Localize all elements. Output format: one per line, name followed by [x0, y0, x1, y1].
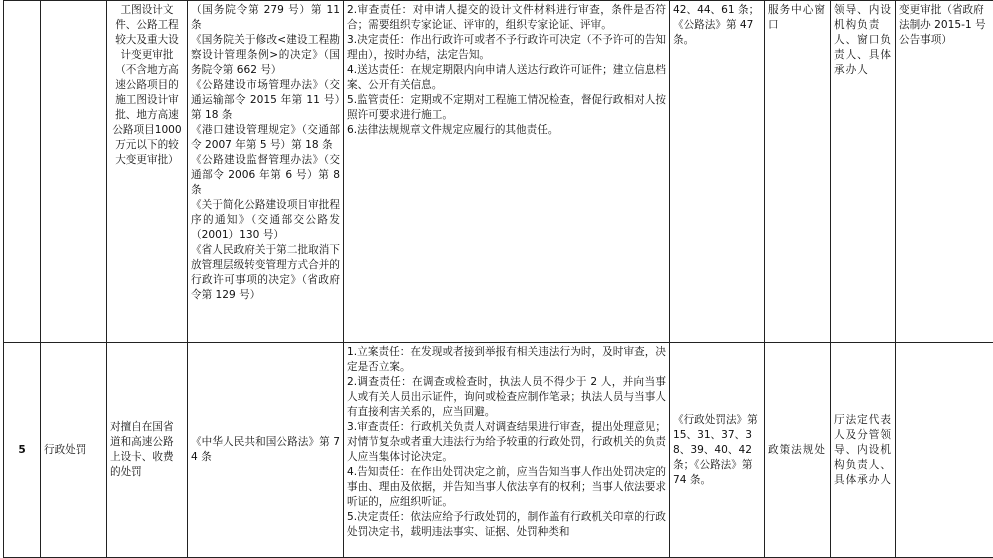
row-number-cell: 5: [4, 343, 41, 558]
remarks-cell: 变更审批（省政府法制办 2015-1 号公告事项）: [896, 1, 993, 343]
law-articles-cell: 《行政处罚法》第 15、31、37、38、39、40、42 条；《公路法》第 74 条。: [670, 343, 765, 558]
table-row: [4, 1, 993, 343]
basis-line: 《公路建设监督管理办法》（交通部令 2006 年第 6 号）第 8 条: [191, 153, 340, 198]
basis-line: 《省人民政府关于第二批取消下放管理层级转变管理方式合并的行政许可事项的决定》（省政府令第 129 号）: [191, 243, 340, 303]
row-number-cell: [4, 1, 41, 343]
item-name-cell: 对擅自在国省道和高速公路上设卡、收费的处罚: [107, 343, 188, 558]
basis-line: 《关于简化公路建设项目审批程序的通知》（交通部交公路发（2001）130 号）: [191, 198, 340, 243]
responsibility-item: 3.审查责任：行政机关负责人对调查结果进行审查，提出处理意见；对情节复杂或者重大违法行为给予较重的行政处罚，行政机关的负责人应当集体讨论决定。: [347, 420, 666, 465]
responsibility-table: [3, 0, 993, 558]
responsibility-item: 3.决定责任：作出行政许可或者不予行政许可决定（不予许可的告知理由），按时办结，法定告知。: [347, 33, 666, 63]
department-cell: 服务中心窗口: [765, 1, 831, 343]
item-name-cell: 工图设计文件、公路工程较大及重大设计变更审批（不含地方高速公路项目的施工图设计审批、地方高速公路项目1000万元以下的较大变更审批）: [107, 1, 188, 343]
responsibility-item: 4.送达责任：在规定期限内向申请人送达行政许可证件；建立信息档案、公开有关信息。: [347, 63, 666, 93]
basis-cell: [188, 343, 344, 558]
department-cell: 政策法规处: [765, 343, 831, 558]
basis-line: 《港口建设管理规定》（交通部令 2007 年第 5 号）第 18 条: [191, 123, 340, 153]
responsibility-cell: [344, 343, 670, 558]
responsibility-item: 4.告知责任：在作出处罚决定之前，应当告知当事人作出处罚决定的事由、理由及依据，并告知当事人依法享有的权利；当事人依法要求听证的，应组织听证。: [347, 465, 666, 510]
category-cell: [41, 1, 107, 343]
responsibility-item: 5.监管责任：定期或不定期对工程施工情况检查，督促行政相对人按照许可要求进行施工。: [347, 93, 666, 123]
responsible-person-cell: 厅法定代表人及分管领导、内设机构负责人、具体承办人: [831, 343, 896, 558]
law-articles-cell: 42、44、61 条；《公路法》第 47 条。: [670, 1, 765, 343]
responsibility-item: 1.立案责任：在发现或者接到举报有相关违法行为时，及时审查，决定是否立案。: [347, 345, 666, 375]
remarks-cell: [896, 343, 993, 558]
responsibility-item: 2.调查责任：在调查或检查时，执法人员不得少于 2 人，并向当事人或有关人员出示证件，询问或检查应制作笔录；执法人员与当事人有直接利害关系的，应当回避。: [347, 375, 666, 420]
category-cell: 行政处罚: [41, 343, 107, 558]
basis-line: （国务院令第 279 号）第 11 条: [191, 3, 340, 33]
responsible-person-cell: 领导、内设机构负责人、窗口负责人、具体承办人: [831, 1, 896, 343]
responsibility-item: 6.法律法规规章文件规定应履行的其他责任。: [347, 123, 666, 138]
basis-line: 《中华人民共和国公路法》第 74 条: [191, 435, 340, 465]
basis-cell: [188, 1, 344, 343]
basis-line: 《公路建设市场管理办法》（交通运输部令 2015 年第 11 号）第 18 条: [191, 78, 340, 123]
responsibility-item: 5.决定责任：依法应给予行政处罚的，制作盖有行政机关印章的行政处罚决定书，载明违法事实、证据、处罚种类和: [347, 510, 666, 540]
basis-line: 《国务院关于修改<建设工程勘察设计管理条例>的决定》（国务院令第 662 号）: [191, 33, 340, 78]
table-row: [4, 343, 993, 558]
responsibility-item: 2.审查责任：对申请人提交的设计文件材料进行审查，条件是否符合；需要组织专家论证、评审的，组织专家论证、评审。: [347, 3, 666, 33]
responsibility-cell: [344, 1, 670, 343]
